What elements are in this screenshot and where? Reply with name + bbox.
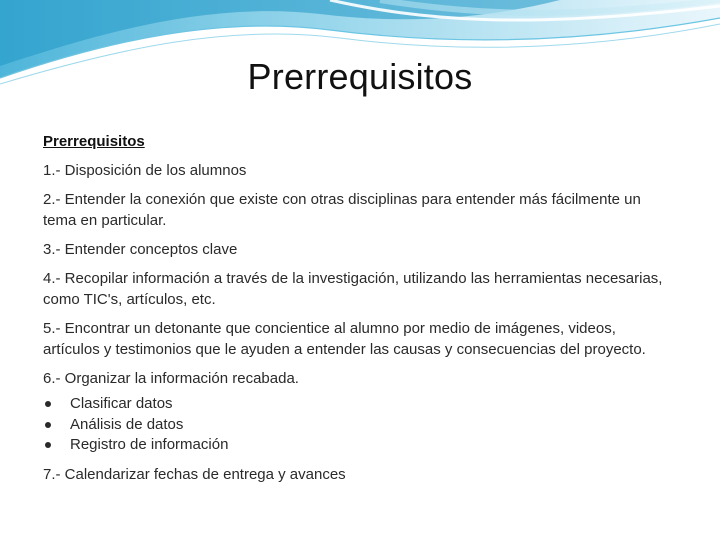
bullet-icon xyxy=(45,442,51,448)
bullet-label: Análisis de datos xyxy=(70,415,184,433)
slide-title: Prerrequisitos xyxy=(247,56,473,97)
bullet-label: Clasificar datos xyxy=(70,395,173,412)
section-heading: Prerrequisitos xyxy=(43,133,145,150)
bullet-item xyxy=(43,415,668,436)
bullet-list xyxy=(43,394,668,456)
bullet-icon xyxy=(45,422,51,428)
list-item-6: 6.- Organizar la información recabada. xyxy=(43,370,299,387)
list-item-3: 3.- Entender conceptos clave xyxy=(43,241,238,258)
list-item-4: 4.- Recopilar información a través de la investigación, utilizando las herramientas necesarias, como TIC's, artículos, etc. xyxy=(43,270,663,308)
list-item-5: 5.- Encontrar un detonante que concientice al alumno por medio de imágenes, videos, artículos y testimonios que le ayuden a entender las causas y consecuencias del proyecto. xyxy=(43,320,646,358)
bullet-item xyxy=(43,435,668,456)
list-item-7: 7.- Calendarizar fechas de entrega y avances xyxy=(43,465,346,483)
bullet-icon xyxy=(45,401,51,407)
bullet-label: Registro de información xyxy=(70,436,229,453)
body-text xyxy=(43,131,668,493)
list-item-1: 1.- Disposición de los alumnos xyxy=(43,162,247,179)
list-item-2: 2.- Entender la conexión que existe con otras disciplinas para entender más fácilmente un tema en particular. xyxy=(43,191,641,229)
bullet-item xyxy=(43,394,668,415)
